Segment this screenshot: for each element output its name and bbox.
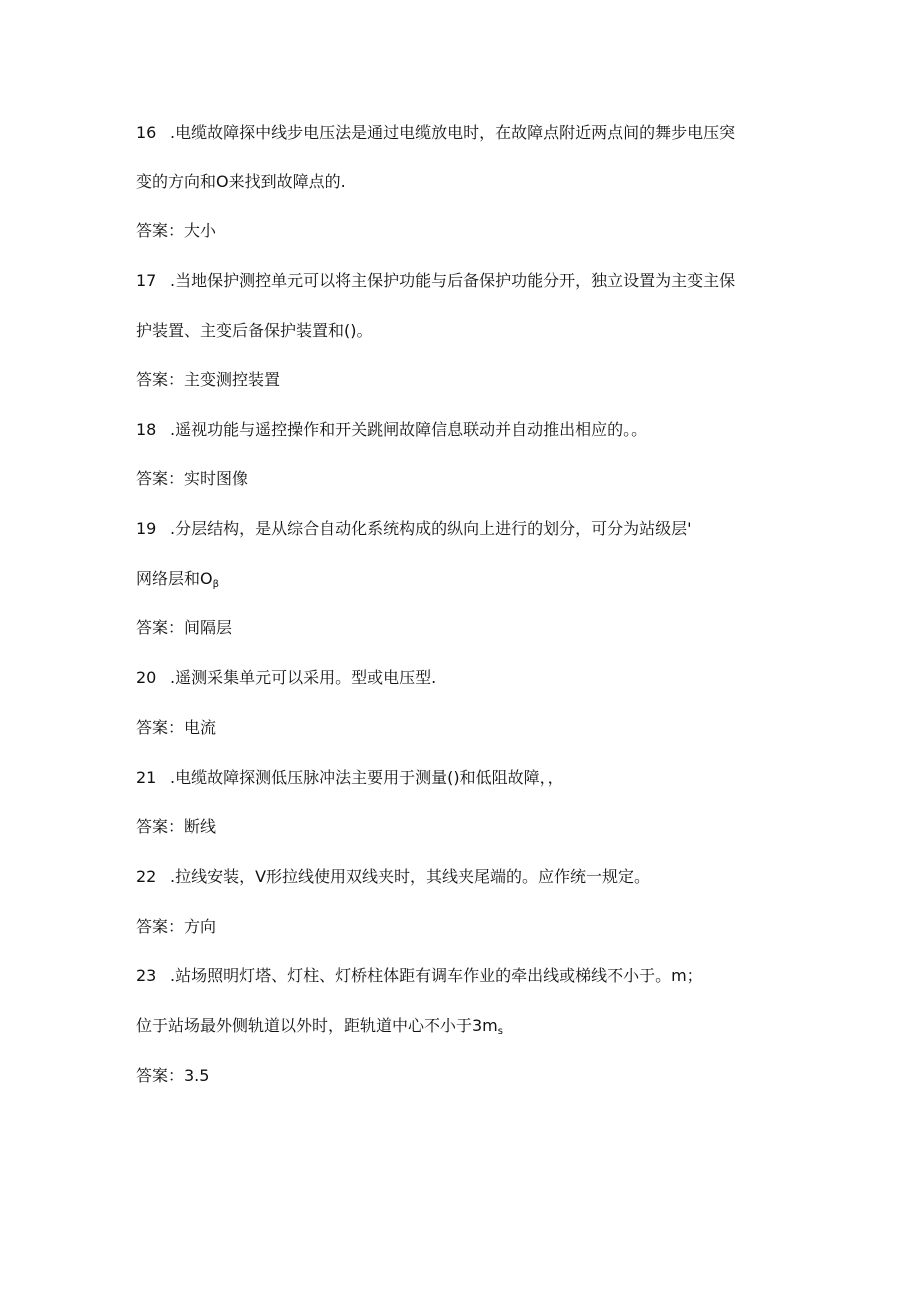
answer-17	[136, 370, 280, 390]
question-text: .分层结构，是从综合自动化系统构成的纵向上进行的划分，可分为站级层'	[170, 519, 692, 538]
question-20-line-1	[136, 668, 436, 688]
question-text: .遥测采集单元可以采用。型或电压型.	[170, 668, 437, 687]
question-text: .遥视功能与遥控操作和开关跳闸故障信息联动并自动推出相应的。。	[170, 420, 648, 439]
question-text: .拉线安装，V形拉线使用双线夹时，其线夹尾端的。应作统一规定。	[170, 867, 651, 886]
question-23-line-1	[136, 966, 703, 986]
question-text-suffix: s	[497, 1026, 503, 1037]
question-text: 网络层和O	[136, 569, 213, 588]
question-23-line-2	[136, 1016, 503, 1042]
question-number: 16	[136, 123, 157, 142]
answer-23	[136, 1066, 209, 1086]
answer-19	[136, 618, 232, 638]
question-number: 21	[136, 768, 157, 787]
answer-text: 答案：方向	[136, 917, 217, 936]
answer-20	[136, 718, 216, 738]
question-text: 护装置、主变后备保护装置和()。	[136, 321, 373, 340]
question-19-line-1	[136, 519, 692, 539]
question-number: 23	[136, 966, 157, 985]
question-19-line-2	[136, 569, 219, 595]
question-text: .电缆故障探中线步电压法是通过电缆放电时，在故障点附近两点间的舞步电压突	[170, 123, 736, 142]
question-text: 位于站场最外侧轨道以外时，距轨道中心不小于3m	[136, 1016, 498, 1035]
question-text: .站场照明灯塔、灯柱、灯桥柱体距有调车作业的牵出线或梯线不小于。m；	[170, 966, 703, 985]
question-18-line-1	[136, 420, 647, 440]
question-21-line-1	[136, 768, 564, 788]
question-16-line-1	[136, 123, 735, 143]
answer-22	[136, 917, 216, 937]
question-text: .当地保护测控单元可以将主保护功能与后备保护功能分开，独立设置为主变主保	[170, 271, 736, 290]
question-number: 22	[136, 867, 157, 886]
question-text: .电缆故障探测低压脉冲法主要用于测量()和低阻故障，，	[170, 768, 564, 787]
question-text: 变的方向和O来找到故障点的.	[136, 172, 346, 191]
answer-18	[136, 469, 248, 489]
question-17-line-2	[136, 321, 373, 341]
answer-text: 答案：电流	[136, 718, 217, 737]
question-number: 18	[136, 420, 157, 439]
question-22-line-1	[136, 867, 650, 887]
question-number: 19	[136, 519, 157, 538]
answer-text: 答案：间隔层	[136, 618, 233, 637]
answer-text: 答案：主变测控装置	[136, 370, 281, 389]
question-16-line-2	[136, 172, 346, 192]
answer-21	[136, 817, 216, 837]
answer-16	[136, 221, 216, 241]
question-number: 20	[136, 668, 157, 687]
answer-text: 答案：实时图像	[136, 469, 249, 488]
question-text-suffix: β	[212, 579, 219, 590]
answer-text: 答案：大小	[136, 221, 217, 240]
answer-text: 答案：断线	[136, 817, 217, 836]
answer-text: 答案：3.5	[136, 1066, 210, 1085]
question-number: 17	[136, 271, 157, 290]
question-17-line-1	[136, 271, 735, 291]
